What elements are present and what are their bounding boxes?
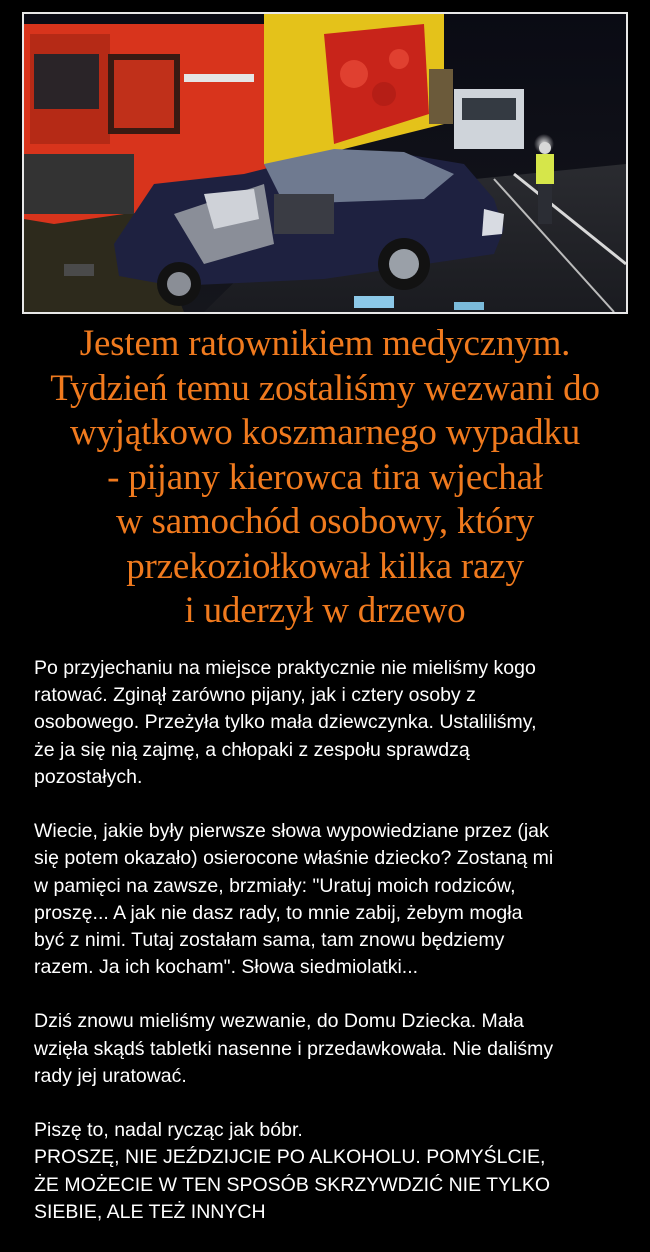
paragraph-gap <box>34 791 624 818</box>
car-crash-illustration <box>24 14 626 312</box>
story-line: że ja się nią zajmę, a chłopaki z zespołu sprawdzą <box>34 738 470 761</box>
story-line: proszę... A jak nie dasz rady, to mnie zabij, żebym mogła <box>34 901 523 924</box>
story-line: Dziś znowu mieliśmy wezwanie, do Domu Dziecka. Mała <box>34 1010 524 1033</box>
story-line: ŻE MOŻECIE W TEN SPOSÓB SKRZYWDZIĆ NIE TYLKO <box>34 1173 551 1196</box>
story-line: rady jej uratować. <box>34 1064 187 1087</box>
story-line: wzięła skądś tabletki nasenne i przedawkowała. Nie daliśmy <box>34 1037 554 1060</box>
headline-line: wyjątkowo koszmarnego wypadku <box>69 412 581 453</box>
story-line: Wiecie, jakie były pierwsze słowa wypowiedziane przez (jak <box>34 820 549 843</box>
story-line: PROSZĘ, NIE JEŹDZIJCIE PO ALKOHOLU. POMYŚLCIE, <box>34 1146 546 1169</box>
crash-photo <box>22 12 628 314</box>
headline-line: przekoziołkował kilka razy <box>126 545 524 587</box>
story-line: Piszę to, nadal rycząc jak bóbr. <box>34 1119 303 1142</box>
story-text <box>34 655 624 1226</box>
paragraph-gap <box>34 981 624 1008</box>
story-line: osobowego. Przeżyła tylko mała dziewczynka. Ustaliliśmy, <box>34 711 537 734</box>
headline-line: w samochód osobowy, który <box>115 501 535 542</box>
story-line: SIEBIE, ALE TEŻ INNYCH <box>34 1200 266 1223</box>
headline-line: Tydzień temu zostaliśmy wezwani do <box>50 367 600 409</box>
headline-line: i uderzył w drzewo <box>184 590 466 631</box>
headline-line: - pijany kierowca tira wjechał <box>107 456 543 498</box>
story-line: Po przyjechaniu na miejsce praktycznie nie mieliśmy kogo <box>34 657 536 679</box>
headline <box>8 322 642 634</box>
headline-line: Jestem ratownikiem medycznym. <box>79 323 571 364</box>
story-line: razem. Ja ich kocham". Słowa siedmiolatki... <box>34 956 419 979</box>
story-line: pozostałych. <box>34 765 143 788</box>
story-line: ratować. Zginął zarówno pijany, jak i cztery osoby z <box>34 684 476 707</box>
story-line: w pamięci na zawsze, brzmiały: "Uratuj moich rodziców, <box>34 874 516 897</box>
story-line: być z nimi. Tutaj zostałam sama, tam znowu będziemy <box>34 928 505 951</box>
paragraph-gap <box>34 1090 624 1117</box>
story-line: się potem okazało) osierocone właśnie dziecko? Zostaną mi <box>34 847 554 870</box>
